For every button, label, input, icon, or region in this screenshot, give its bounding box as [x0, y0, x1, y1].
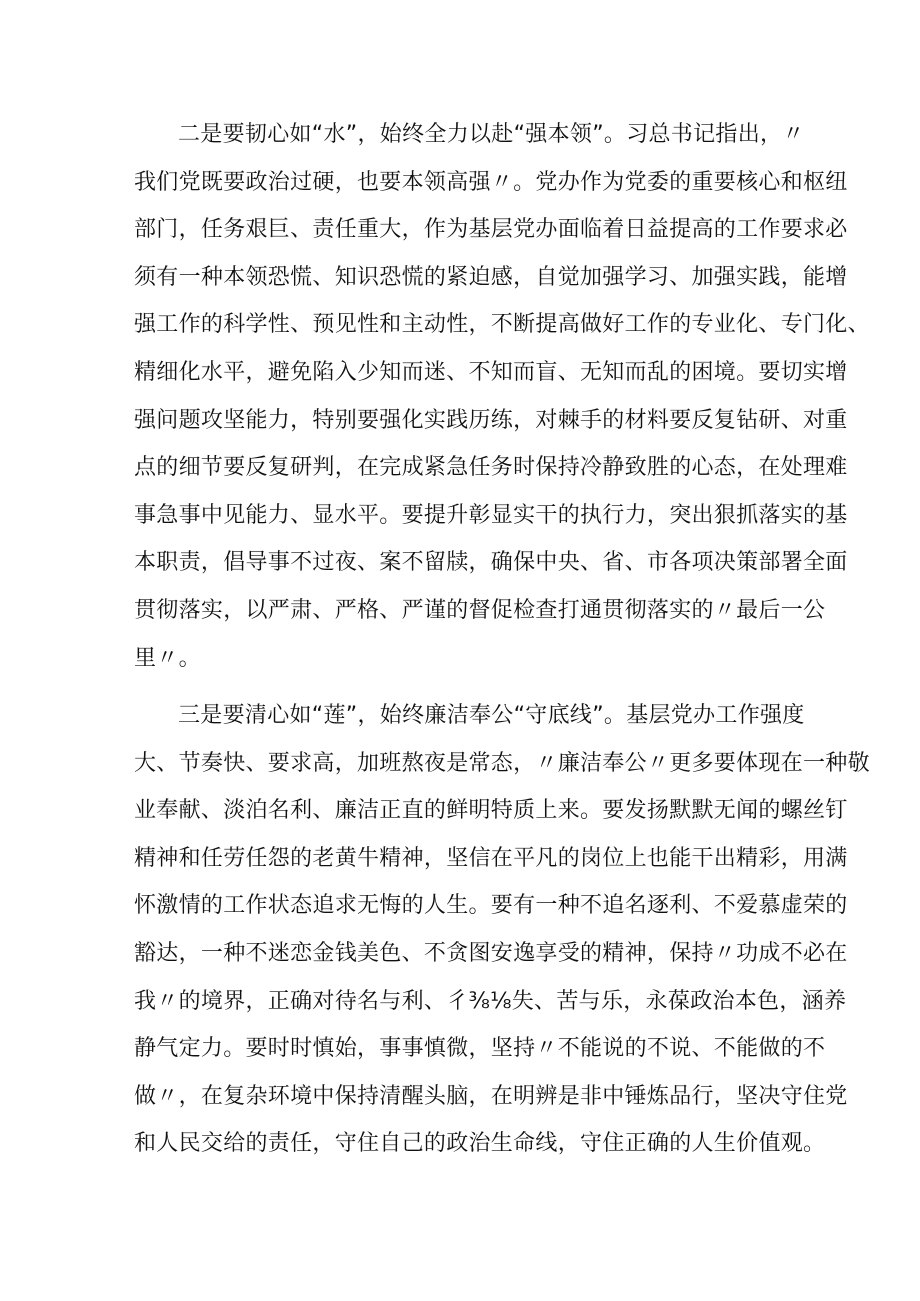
paragraph-line: 业奉献、淡泊名利、廉洁正直的鲜明特质上来。要发扬默默无闻的螺丝钉	[134, 798, 848, 824]
paragraph-line: 贯彻落实，以严肃、严格、严谨的督促检查打通贯彻落实的〃最后一公	[134, 597, 826, 623]
paragraph-line: 须有一种本领恐慌、知识恐慌的紧迫感，自觉加强学习、加强实践，能增	[134, 264, 848, 290]
paragraph-line: 三是要清心如“莲”，始终廉洁奉公“守底线”。基层党办工作强度	[178, 703, 805, 728]
paragraph-line: 部门，任务艰巨、责任重大，作为基层党办面临着日益提高的工作要求必	[134, 217, 848, 243]
paragraph-line: 大、节奏快、要求高，加班熬夜是常态，〃廉洁奉公〃更多要体现在一种敬	[134, 750, 870, 776]
paragraph-line: 做〃，在复杂环境中保持清醒头脑，在明辨是非中锤炼品行，坚决守住党	[134, 1083, 848, 1109]
paragraph-1	[134, 111, 870, 682]
paragraph-line: 强工作的科学性、预见性和主动性，不断提高做好工作的专业化、专门化、	[134, 312, 870, 338]
paragraph-line: 里〃。	[134, 645, 201, 671]
paragraph-line: 我〃的境界，正确对待名与利、彳⅜⅛失、苦与乐，永葆政治本色，涵养	[134, 988, 847, 1014]
paragraph-line: 二是要韧心如“水”，始终全力以赴“强本领”。习总书记指出，〃	[178, 122, 805, 147]
paragraph-line: 我们党既要政治过硬，也要本领高强〃。党办作为党委的重要核心和枢纽	[134, 169, 848, 195]
paragraph-line: 精神和任劳任怨的老黄牛精神，坚信在平凡的岗位上也能干出精彩，用满	[134, 845, 848, 871]
paragraph-line: 本职责，倡导事不过夜、案不留牍，确保中央、省、市各项决策部署全面	[134, 550, 848, 576]
paragraph-2	[134, 692, 870, 1168]
paragraph-line: 和人民交给的责任，守住自己的政治生命线，守住正确的人生价值观。	[134, 1131, 826, 1157]
paragraph-line: 精细化水平，避免陷入少知而迷、不知而盲、无知而乱的困境。要切实增	[134, 359, 848, 385]
paragraph-line: 静气定力。要时时慎始，事事慎微，坚持〃不能说的不说、不能做的不	[134, 1036, 826, 1062]
paragraph-line: 豁达，一种不迷恋金钱美色、不贪图安逸享受的精神，保持〃功成不必在	[134, 940, 848, 966]
paragraph-line: 怀激情的工作状态追求无悔的人生。要有一种不追名逐利、不爱慕虚荣的	[134, 893, 848, 919]
paragraph-line: 事急事中见能力、显水平。要提升彰显实干的执行力，突出狠抓落实的基	[134, 502, 848, 528]
paragraph-line: 点的细节要反复研判，在完成紧急任务时保持冷静致胜的心态，在处理难	[134, 455, 848, 481]
paragraph-line: 强问题攻坚能力，特别要强化实践历练，对棘手的材料要反复钻研、对重	[134, 407, 848, 433]
